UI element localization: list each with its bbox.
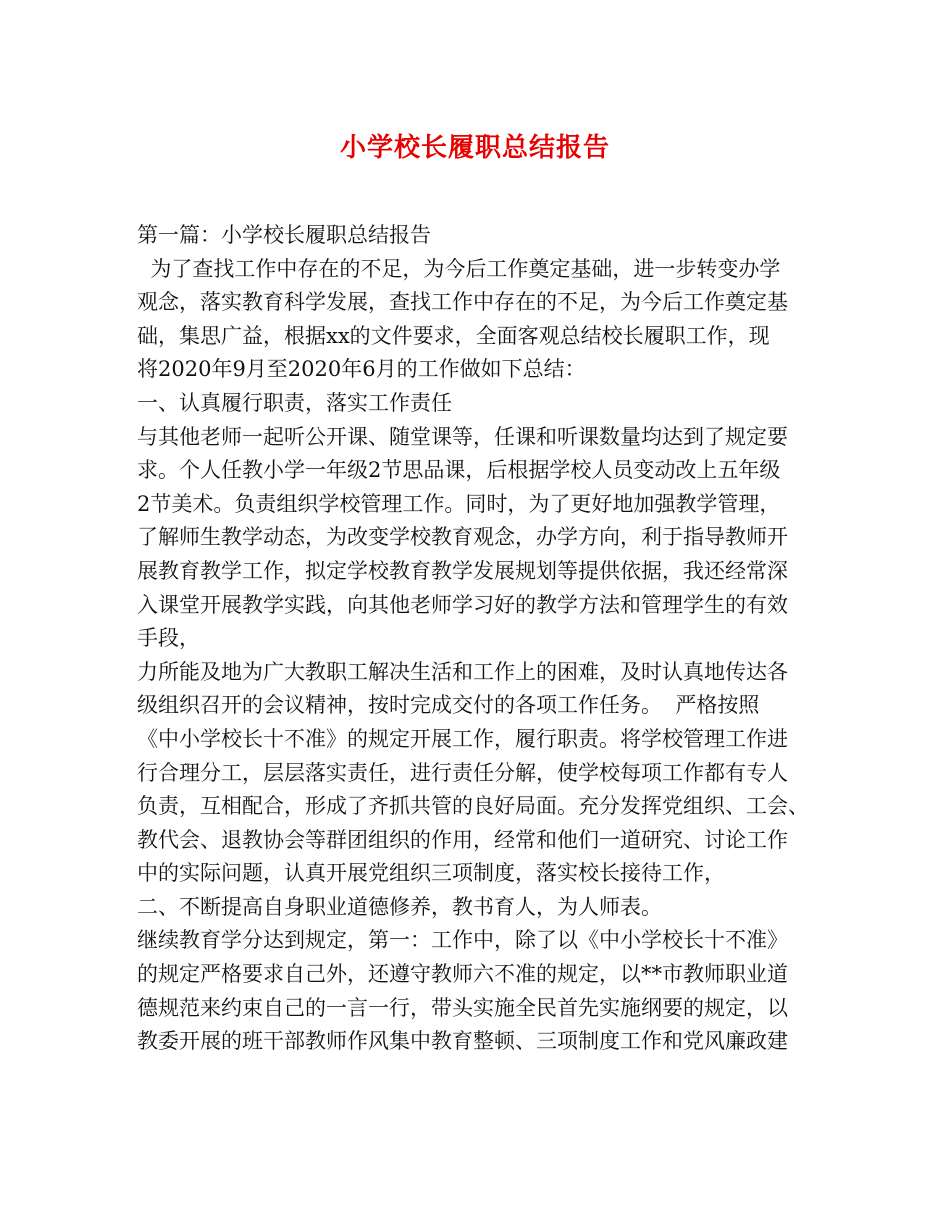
text-line: 第一篇：小学校长履职总结报告: [137, 223, 431, 247]
section-heading: 二、不断提高自身职业道德修养，教书育人，为人师表。: [137, 894, 662, 919]
text-line: 负责，互相配合，形成了齐抓共管的良好局面。充分发挥党组织、工会、: [137, 794, 809, 819]
text-line: 《中小学校长十不准》的规定开展工作，履行职责。将学校管理工作进: [137, 726, 788, 751]
text-line: 2节美术。负责组织学校管理工作。同时，为了更好地加强教学管理，: [137, 491, 781, 516]
text-line: 教代会、退教协会等群团组织的作用，经常和他们一道研究、讨论工作: [137, 827, 788, 852]
section-heading: 一、认真履行职责，落实工作责任: [137, 390, 452, 415]
text-line: 了解师生教学动态，为改变学校教育观念，办学方向，利于指导教师开: [137, 525, 788, 550]
text-line: 与其他老师一起听公开课、随堂课等，任课和听课数量均达到了规定要: [137, 424, 788, 449]
document-title: 小学校长履职总结报告: [339, 133, 610, 163]
text-line: 教委开展的班干部教师作风集中教育整顿、三项制度工作和党风廉政建: [137, 1029, 788, 1054]
text-line: 的规定严格要求自己外，还遵守教师六不准的规定，以**市教师职业道: [137, 962, 788, 987]
text-line: 础，集思广益，根据xx的文件要求，全面客观总结校长履职工作，现: [137, 323, 770, 348]
text-line: 观念，落实教育科学发展，查找工作中存在的不足，为今后工作奠定基: [137, 290, 788, 315]
text-line: 为了查找工作中存在的不足，为今后工作奠定基础，进一步转变办学: [137, 256, 781, 281]
text-line: 继续教育学分达到规定，第一：工作中，除了以《中小学校长十不准》: [137, 928, 788, 953]
document-body: [137, 219, 837, 1059]
text-line: 手段，: [137, 626, 200, 651]
text-line: 德规范来约束自己的一言一行，带头实施全民首先实施纲要的规定，以: [137, 995, 788, 1020]
text-line: 将2020年9月至2020年6月的工作做如下总结：: [137, 357, 586, 382]
text-line: 展教育教学工作，拟定学校教育教学发展规划等提供依据，我还经常深: [137, 558, 788, 583]
text-line: 行合理分工，层层落实责任，进行责任分解，使学校每项工作都有专人: [137, 760, 788, 785]
text-line: 力所能及地为广大教职工解决生活和工作上的困难，及时认真地传达各: [137, 659, 788, 684]
text-line: 级组织召开的会议精神，按时完成交付的各项工作任务。 严格按照: [137, 693, 760, 718]
text-line: 中的实际问题，认真开展党组织三项制度，落实校长接待工作，: [137, 861, 725, 886]
text-line: 入课堂开展教学实践，向其他老师学习好的教学方法和管理学生的有效: [137, 592, 788, 617]
text-line: 求。个人任教小学一年级2节思品课，后根据学校人员变动改上五年级: [137, 458, 781, 483]
